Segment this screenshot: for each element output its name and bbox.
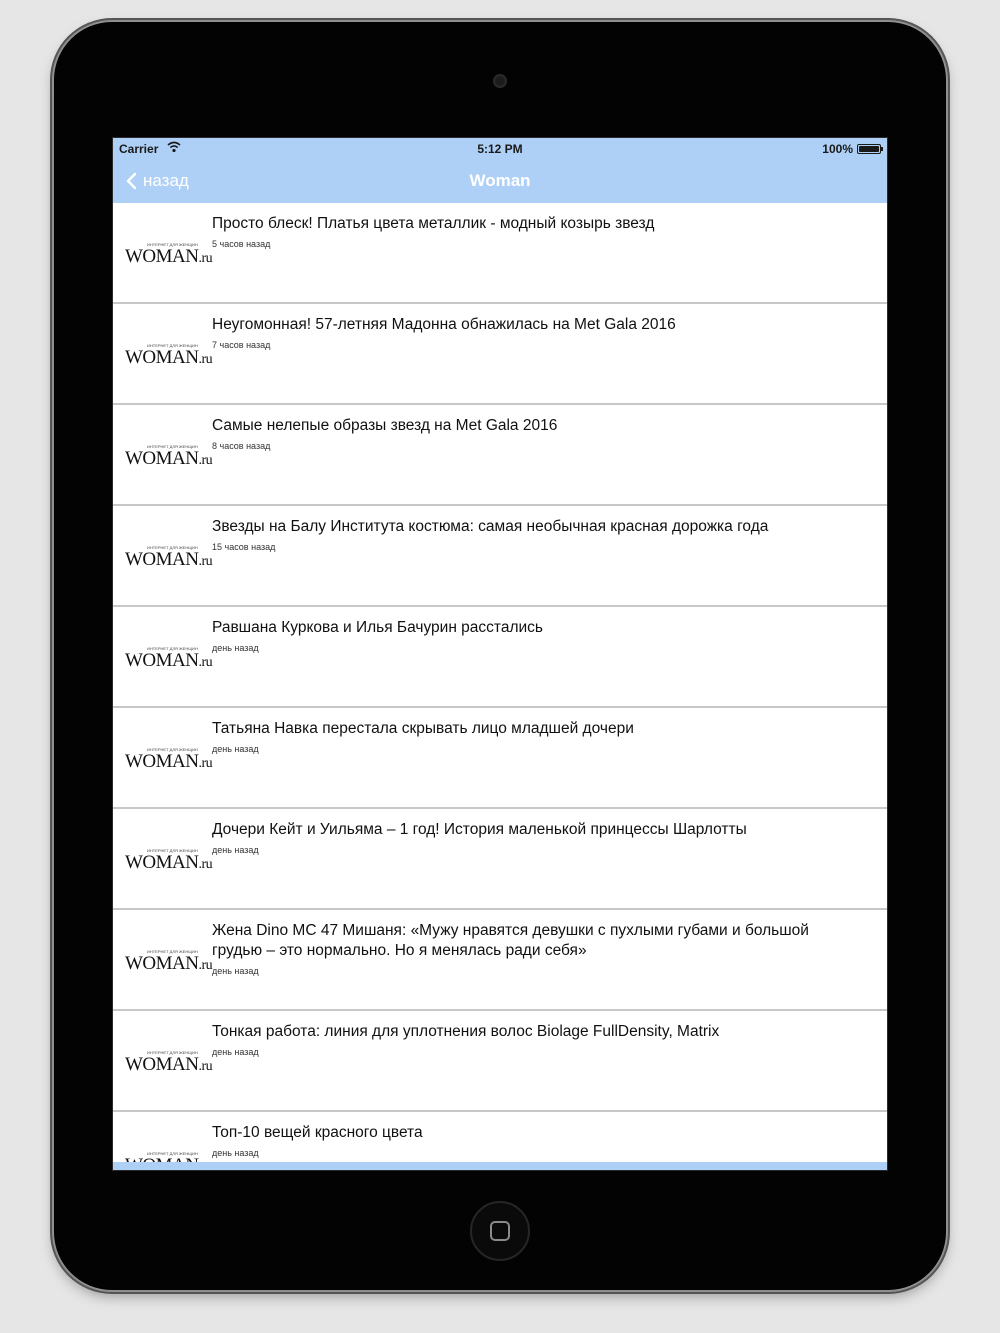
list-item[interactable] — [113, 506, 887, 607]
list-item[interactable] — [113, 1011, 887, 1112]
article-title: Просто блеск! Платья цвета металлик - модный козырь звезд — [212, 215, 655, 232]
battery-percent: 100% — [822, 142, 853, 156]
article-title: Равшана Куркова и Илья Бачурин расстались — [212, 619, 543, 636]
home-square-icon — [490, 1221, 510, 1241]
article-title: Неугомонная! 57-летняя Мадонна обнажилась на Met Gala 2016 — [212, 316, 676, 333]
list-item[interactable] — [113, 910, 887, 1011]
logo-tagline: ИНТЕРНЕТ ДЛЯ ЖЕНЩИН — [147, 343, 198, 348]
article-title: Жена Dino MC 47 Мишаня: «Мужу нравятся девушки с пухлыми губами и большой грудью – это нормально. Но я менялась ради себя» — [212, 922, 809, 959]
back-label: назад — [143, 171, 189, 190]
status-bar — [113, 138, 887, 160]
source-logo — [125, 747, 213, 772]
article-time: 15 часов назад — [212, 542, 276, 552]
list-item[interactable] — [113, 809, 887, 910]
article-title: Самые нелепые образы звезд на Met Gala 2016 — [212, 417, 558, 434]
status-time: 5:12 PM — [477, 142, 523, 156]
article-time: день назад — [212, 845, 259, 855]
logo-text: WOMAN — [125, 852, 199, 873]
logo-tagline: ИНТЕРНЕТ ДЛЯ ЖЕНЩИН — [147, 545, 198, 550]
article-time: 5 часов назад — [212, 239, 271, 249]
app-screen — [112, 137, 888, 1171]
article-title: Топ-10 вещей красного цвета — [212, 1124, 423, 1141]
article-title: Татьяна Навка перестала скрывать лицо младшей дочери — [212, 720, 634, 737]
logo-suffix: .ru — [198, 554, 213, 569]
logo-suffix: .ru — [198, 958, 213, 973]
home-button[interactable] — [470, 1201, 530, 1261]
camera-icon — [493, 74, 507, 88]
logo-text: WOMAN — [125, 347, 199, 368]
logo-text: WOMAN — [125, 246, 199, 267]
logo-text: WOMAN — [125, 650, 199, 671]
article-title: Дочери Кейт и Уильяма – 1 год! История маленькой принцессы Шарлотты — [212, 821, 747, 838]
article-time: день назад — [212, 744, 259, 754]
logo-tagline: ИНТЕРНЕТ ДЛЯ ЖЕНЩИН — [147, 646, 198, 651]
logo-suffix: .ru — [198, 756, 213, 771]
logo-suffix: .ru — [198, 1059, 213, 1074]
logo-tagline: ИНТЕРНЕТ ДЛЯ ЖЕНЩИН — [147, 242, 198, 247]
battery-icon — [857, 144, 881, 154]
article-time: день назад — [212, 1148, 259, 1158]
source-logo — [125, 848, 213, 873]
source-logo — [125, 646, 213, 671]
logo-text: WOMAN — [125, 448, 199, 469]
article-title: Звезды на Балу Института костюма: самая необычная красная дорожка года — [212, 518, 769, 535]
list-item[interactable] — [113, 708, 887, 809]
source-logo — [125, 545, 213, 570]
logo-tagline: ИНТЕРНЕТ ДЛЯ ЖЕНЩИН — [147, 444, 198, 449]
article-time: день назад — [212, 966, 259, 976]
source-logo — [125, 444, 213, 469]
logo-text: WOMAN — [125, 953, 199, 974]
list-item[interactable] — [113, 405, 887, 506]
logo-tagline: ИНТЕРНЕТ ДЛЯ ЖЕНЩИН — [147, 848, 198, 853]
logo-suffix: .ru — [198, 655, 213, 670]
list-item[interactable] — [113, 304, 887, 405]
logo-text: WOMAN — [125, 549, 199, 570]
article-time: 7 часов назад — [212, 340, 271, 350]
article-list — [113, 203, 887, 1171]
list-item[interactable] — [113, 607, 887, 708]
logo-tagline: ИНТЕРНЕТ ДЛЯ ЖЕНЩИН — [147, 747, 198, 752]
article-time: день назад — [212, 643, 259, 653]
logo-tagline: ИНТЕРНЕТ ДЛЯ ЖЕНЩИН — [147, 1050, 198, 1055]
bottom-bar — [113, 1162, 887, 1170]
article-title: Тонкая работа: линия для уплотнения волос Biolage FullDensity, Matrix — [212, 1023, 720, 1040]
logo-suffix: .ru — [198, 251, 213, 266]
logo-suffix: .ru — [198, 857, 213, 872]
nav-title: Woman — [469, 171, 531, 190]
navigation-bar — [113, 138, 887, 203]
source-logo — [125, 343, 213, 368]
logo-suffix: .ru — [198, 352, 213, 367]
logo-text: WOMAN — [125, 751, 199, 772]
source-logo — [125, 242, 213, 267]
list-item[interactable] — [113, 203, 887, 304]
article-time: 8 часов назад — [212, 441, 271, 451]
source-logo — [125, 949, 213, 974]
source-logo — [125, 1050, 213, 1075]
logo-text: WOMAN — [125, 1054, 199, 1075]
carrier-label: Carrier — [119, 142, 159, 156]
article-time: день назад — [212, 1047, 259, 1057]
logo-tagline: ИНТЕРНЕТ ДЛЯ ЖЕНЩИН — [147, 949, 198, 954]
logo-suffix: .ru — [198, 453, 213, 468]
logo-tagline: ИНТЕРНЕТ ДЛЯ ЖЕНЩИН — [147, 1151, 198, 1156]
